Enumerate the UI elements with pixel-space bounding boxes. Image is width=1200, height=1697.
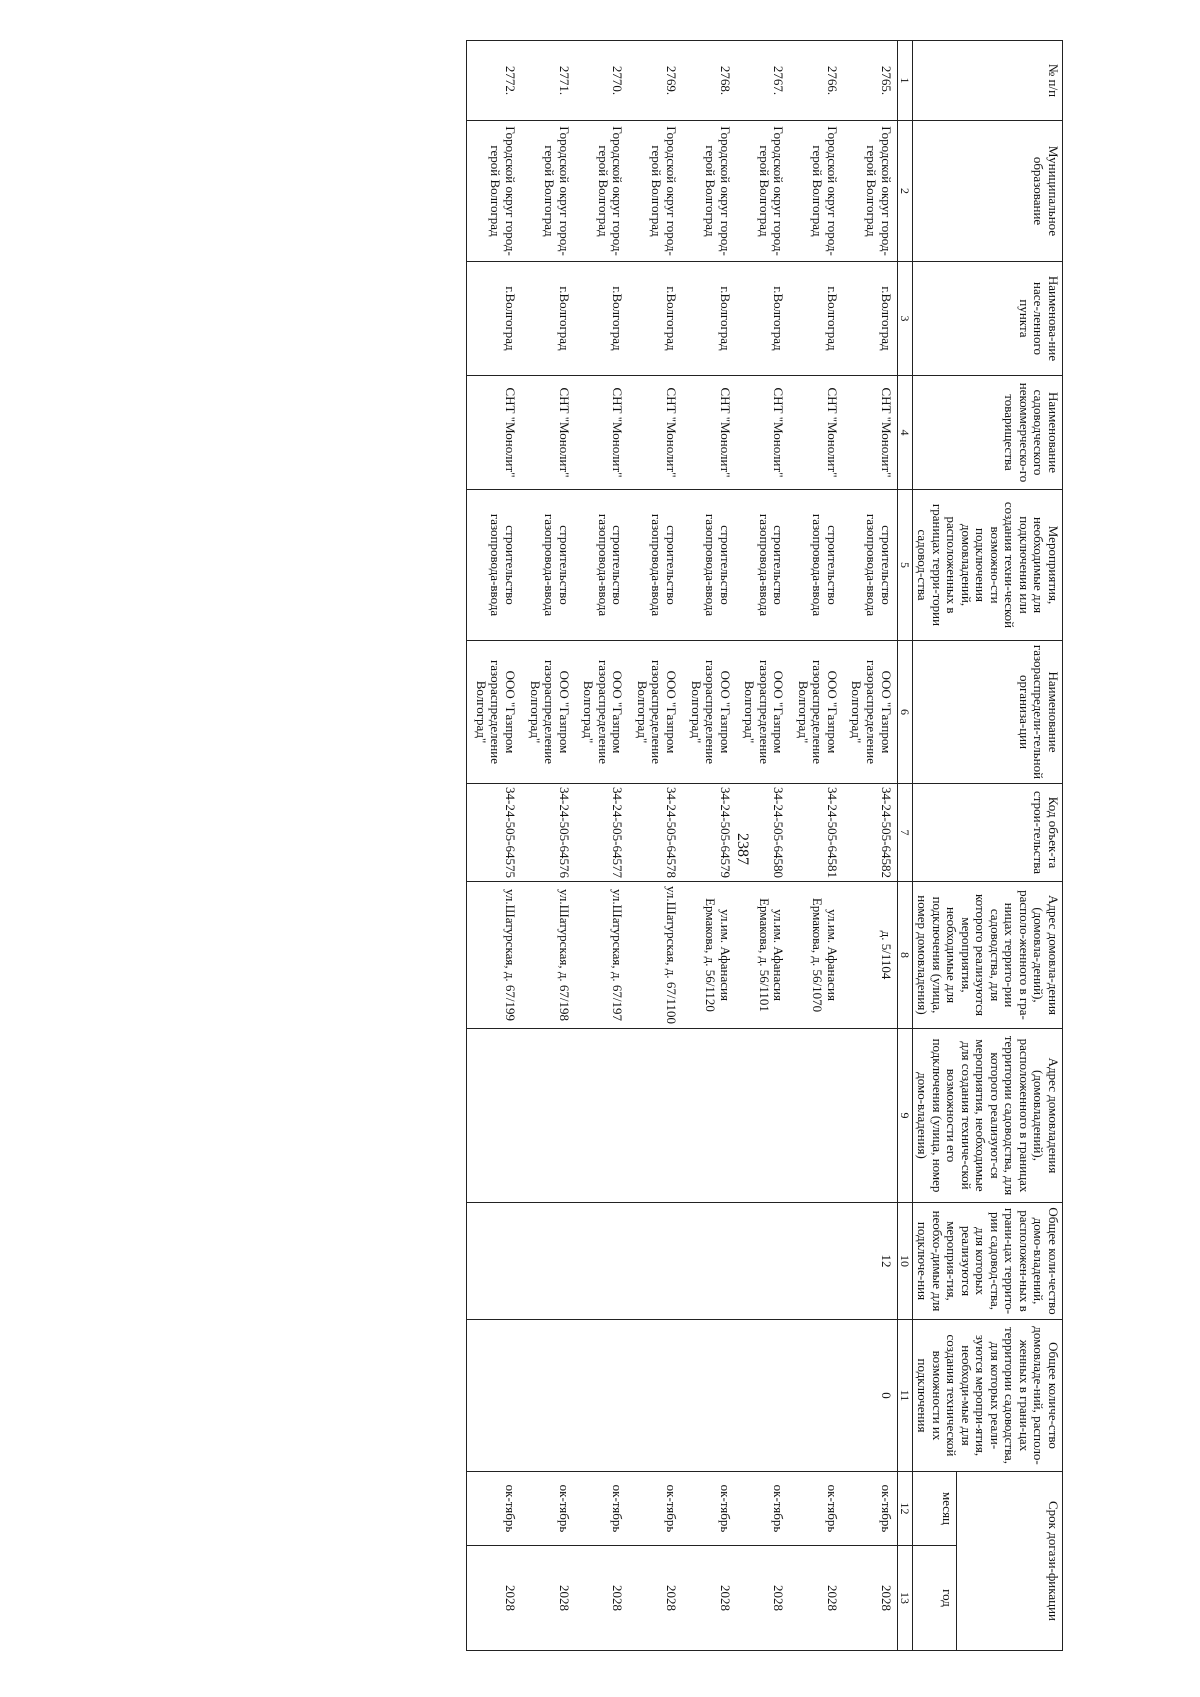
object-code-cell: 34-24-505-64581 [789,784,843,882]
deadline-month-cell: ок-тябрь [843,1472,897,1546]
locality-cell: г.Волгоград [628,262,682,376]
count-connection-cell [575,1203,629,1320]
object-code-cell: 34-24-505-64578 [628,784,682,882]
measure-cell: строительство газопровода-ввода [575,490,629,641]
address-capability-cell [467,1029,521,1203]
measure-cell: строительство газопровода-ввода [843,490,897,641]
column-number: 10 [897,1203,912,1320]
address-connection-cell: ул.Шатурская, д. 67/197 [575,882,629,1029]
snt-name-cell: СНТ "Монолит" [467,376,521,490]
header-year: год [912,1546,956,1651]
object-code-cell: 34-24-505-64579 [682,784,736,882]
header-locality: Наименова-ние насе-ленного пункта [912,262,1062,376]
measure-cell: строительство газопровода-ввода [682,490,736,641]
column-number: 6 [897,641,912,784]
locality-cell: г.Волгоград [682,262,736,376]
column-number: 1 [897,41,912,121]
municipality-cell: Городской округ город-герой Волгоград [682,121,736,262]
header-count-capability: Общее количе-ство домовладе-ний, располо-женных в грани-цах территории садоводства, для которых реали-зуются меропри-ятия, необходи-мые для создания технической возможности их подключения [912,1320,1062,1472]
municipality-cell: Городской округ город-герой Волгоград [521,121,575,262]
count-connection-cell: 12 [843,1203,897,1320]
address-connection-cell: ул.Шатурская, д. 67/1100 [628,882,682,1029]
column-number: 11 [897,1320,912,1472]
count-connection-cell [628,1203,682,1320]
column-number-row [897,41,912,1651]
deadline-year-cell: 2028 [736,1546,790,1651]
address-connection-cell: ул.Шатурская, д. 67/198 [521,882,575,1029]
address-connection-cell: ул.Шатурская, д. 67/199 [467,882,521,1029]
count-capability-cell [682,1320,736,1472]
table-row [467,41,521,1651]
measure-cell: строительство газопровода-ввода [628,490,682,641]
header-num: № п/п [912,41,1062,121]
rotated-table-frame [163,40,1063,1650]
object-code-cell: 34-24-505-64577 [575,784,629,882]
gas-org-cell: ООО "Газпром газораспределение Волгоград" [467,641,521,784]
header-snt: Наименование садоводческого некоммерческо-го товарищества [912,376,1062,490]
column-number: 8 [897,882,912,1029]
count-capability-cell [736,1320,790,1472]
deadline-month-cell: ок-тябрь [575,1472,629,1546]
deadline-year-cell: 2028 [467,1546,521,1651]
address-capability-cell [521,1029,575,1203]
header-gas-org: Наименование газораспредели-тельной организа-ции [912,641,1062,784]
table-row [682,41,736,1651]
snt-name-cell: СНТ "Монолит" [521,376,575,490]
row-number: 2771. [521,41,575,121]
header-municipality: Муниципальное образование [912,121,1062,262]
address-connection-cell: ул.им. Афанасия Ермакова, д. 56/1101 [736,882,790,1029]
count-connection-cell [789,1203,843,1320]
snt-name-cell: СНТ "Монолит" [843,376,897,490]
gas-org-cell: ООО "Газпром газораспределение Волгоград" [628,641,682,784]
table-row [575,41,629,1651]
measure-cell: строительство газопровода-ввода [736,490,790,641]
deadline-year-cell: 2028 [843,1546,897,1651]
gas-org-cell: ООО "Газпром газораспределение Волгоград" [789,641,843,784]
count-connection-cell [682,1203,736,1320]
row-number: 2766. [789,41,843,121]
count-capability-cell: 0 [843,1320,897,1472]
locality-cell: г.Волгоград [521,262,575,376]
column-number: 5 [897,490,912,641]
row-number: 2765. [843,41,897,121]
deadline-month-cell: ок-тябрь [736,1472,790,1546]
address-capability-cell [575,1029,629,1203]
header-address-capability: Адрес домовладения (домовладений), расположенного в границах территории садоводства, для которого реализуют-ся мероприятия, необходимые для создания техниче-ской возможности его подключения (улица, номер домо-владения) [912,1029,1062,1203]
gas-org-cell: ООО "Газпром газораспределение Волгоград" [521,641,575,784]
snt-name-cell: СНТ "Монолит" [682,376,736,490]
measure-cell: строительство газопровода-ввода [521,490,575,641]
municipality-cell: Городской округ город-герой Волгоград [789,121,843,262]
count-capability-cell [575,1320,629,1472]
snt-name-cell: СНТ "Монолит" [736,376,790,490]
header-month: месяц [912,1472,956,1546]
count-connection-cell [521,1203,575,1320]
deadline-month-cell: ок-тябрь [467,1472,521,1546]
address-capability-cell [843,1029,897,1203]
object-code-cell: 34-24-505-64575 [467,784,521,882]
locality-cell: г.Волгоград [843,262,897,376]
header-address-connection: Адрес домовла-дения (домовла-дений), располо-женного в гра-ницах террито-рии садоводства, для которого реализуются мероприятия, необходимые для подключения (улица, номер домовладения) [912,882,1062,1029]
municipality-cell: Городской округ город-герой Волгоград [628,121,682,262]
header-deadline: Срок догази-фикации [956,1472,1062,1651]
locality-cell: г.Волгоград [789,262,843,376]
header-object-code: Код объек-та строи-тельства [912,784,1062,882]
table-row [789,41,843,1651]
municipality-cell: Городской округ город-герой Волгоград [575,121,629,262]
column-number: 9 [897,1029,912,1203]
gas-org-cell: ООО "Газпром газораспределение Волгоград" [843,641,897,784]
gas-org-cell: ООО "Газпром газораспределение Волгоград" [736,641,790,784]
deadline-month-cell: ок-тябрь [789,1472,843,1546]
count-capability-cell [628,1320,682,1472]
table-body [467,41,897,1651]
deadline-year-cell: 2028 [628,1546,682,1651]
row-number: 2769. [628,41,682,121]
row-number: 2767. [736,41,790,121]
object-code-cell: 34-24-505-64576 [521,784,575,882]
header-measures: Мероприятия, необходимые для подключения или создания техни-ческой возможно-сти подключения домовладений, расположенных в границах терри-тории садовод-ства [912,490,1062,641]
address-capability-cell [736,1029,790,1203]
object-code-cell: 34-24-505-64582 [843,784,897,882]
deadline-month-cell: ок-тябрь [521,1472,575,1546]
municipality-cell: Городской округ город-герой Волгоград [843,121,897,262]
address-capability-cell [628,1029,682,1203]
page-number: 2387 [734,833,751,865]
table-row [628,41,682,1651]
snt-name-cell: СНТ "Монолит" [575,376,629,490]
column-number: 4 [897,376,912,490]
table-row [843,41,897,1651]
locality-cell: г.Волгоград [736,262,790,376]
table-row [521,41,575,1651]
municipality-cell: Городской округ город-герой Волгоград [736,121,790,262]
row-number: 2772. [467,41,521,121]
deadline-year-cell: 2028 [575,1546,629,1651]
count-connection-cell [467,1203,521,1320]
column-number: 3 [897,262,912,376]
row-number: 2768. [682,41,736,121]
address-connection-cell: ул.им. Афанасия Ермакова, д. 56/1120 [682,882,736,1029]
measure-cell: строительство газопровода-ввода [467,490,521,641]
measure-cell: строительство газопровода-ввода [789,490,843,641]
locality-cell: г.Волгоград [575,262,629,376]
snt-name-cell: СНТ "Монолит" [628,376,682,490]
deadline-year-cell: 2028 [682,1546,736,1651]
header-count-connection: Общее коли-чество домо-владений, расположен-ных в грани-цах террито-рии садовод-ства, для которых реализуются мероприя-тия, необхо-димые для подключе-ния [912,1203,1062,1320]
gas-org-cell: ООО "Газпром газораспределение Волгоград" [575,641,629,784]
column-number: 13 [897,1546,912,1651]
gasification-table [466,40,1063,1651]
snt-name-cell: СНТ "Монолит" [789,376,843,490]
count-connection-cell [736,1203,790,1320]
locality-cell: г.Волгоград [467,262,521,376]
deadline-year-cell: 2028 [521,1546,575,1651]
address-capability-cell [682,1029,736,1203]
deadline-month-cell: ок-тябрь [682,1472,736,1546]
column-number: 7 [897,784,912,882]
header-row [956,41,1062,1651]
table-row [736,41,790,1651]
deadline-year-cell: 2028 [789,1546,843,1651]
gas-org-cell: ООО "Газпром газораспределение Волгоград" [682,641,736,784]
column-number: 12 [897,1472,912,1546]
municipality-cell: Городской округ город-герой Волгоград [467,121,521,262]
count-capability-cell [789,1320,843,1472]
address-capability-cell [789,1029,843,1203]
object-code-cell: 34-24-505-64580 [736,784,790,882]
count-capability-cell [521,1320,575,1472]
column-number: 2 [897,121,912,262]
address-connection-cell: д. 5/1104 [843,882,897,1029]
count-capability-cell [467,1320,521,1472]
deadline-month-cell: ок-тябрь [628,1472,682,1546]
row-number: 2770. [575,41,629,121]
address-connection-cell: ул.им. Афанасия Ермакова, д. 56/1070 [789,882,843,1029]
